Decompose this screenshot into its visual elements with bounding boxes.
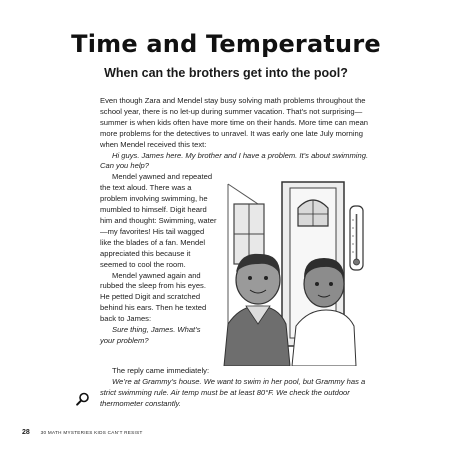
paragraph-swimming: Mendel yawned and repeated the text aloud. There was a problem involving swimming, he mumbled to himself. Digit heard him and thought: Swimming, water—my favorites! His tail wagged like the blades of a fan. Mendel appreciated this because it seemed to cool the room. [100, 172, 217, 269]
page-subtitle: When can the brothers get into the pool? [104, 66, 348, 80]
paragraph-reply-came: The reply came immediately: [112, 366, 210, 376]
paragraph-reply: Sure thing, James. What’s your problem? [100, 325, 201, 345]
page-footer [22, 429, 143, 436]
paragraph-texted-back: Mendel yawned again and rubbed the sleep from his eyes. He petted Digit and scratched behind his ears. Then he texted back to James: [100, 270, 207, 324]
illustration-boys-thermometer [222, 174, 374, 366]
paragraph-grammy-rule: We’re at Grammy’s house. We want to swim in her pool, but Grammy has a strict swimming rule. Air temp must be at least 80°F. We check the outdoor thermometer constantly. [100, 377, 366, 409]
story-text [100, 96, 370, 410]
thermometer [350, 206, 363, 270]
page-number: 28 [22, 429, 30, 436]
paragraph-intro: Even though Zara and Mendel stay busy solving math problems throughout the school year, there is no let-up during summer vacation. That’s not surprising—summer is when kids often have more time on their hands. More time can mean more problems for the detectives to unravel. It was early one late July morning when Mendel received this text: [100, 96, 369, 149]
page-title: Time and Temperature [71, 30, 381, 58]
paragraph-text-message: Hi guys. James here. My brother and I have a problem. It’s about swimming. Can you help? [100, 150, 369, 171]
magnifying-glass-icon [76, 392, 90, 406]
book-title: 30 MATH MYSTERIES KIDS CAN’T RESIST [40, 430, 143, 435]
